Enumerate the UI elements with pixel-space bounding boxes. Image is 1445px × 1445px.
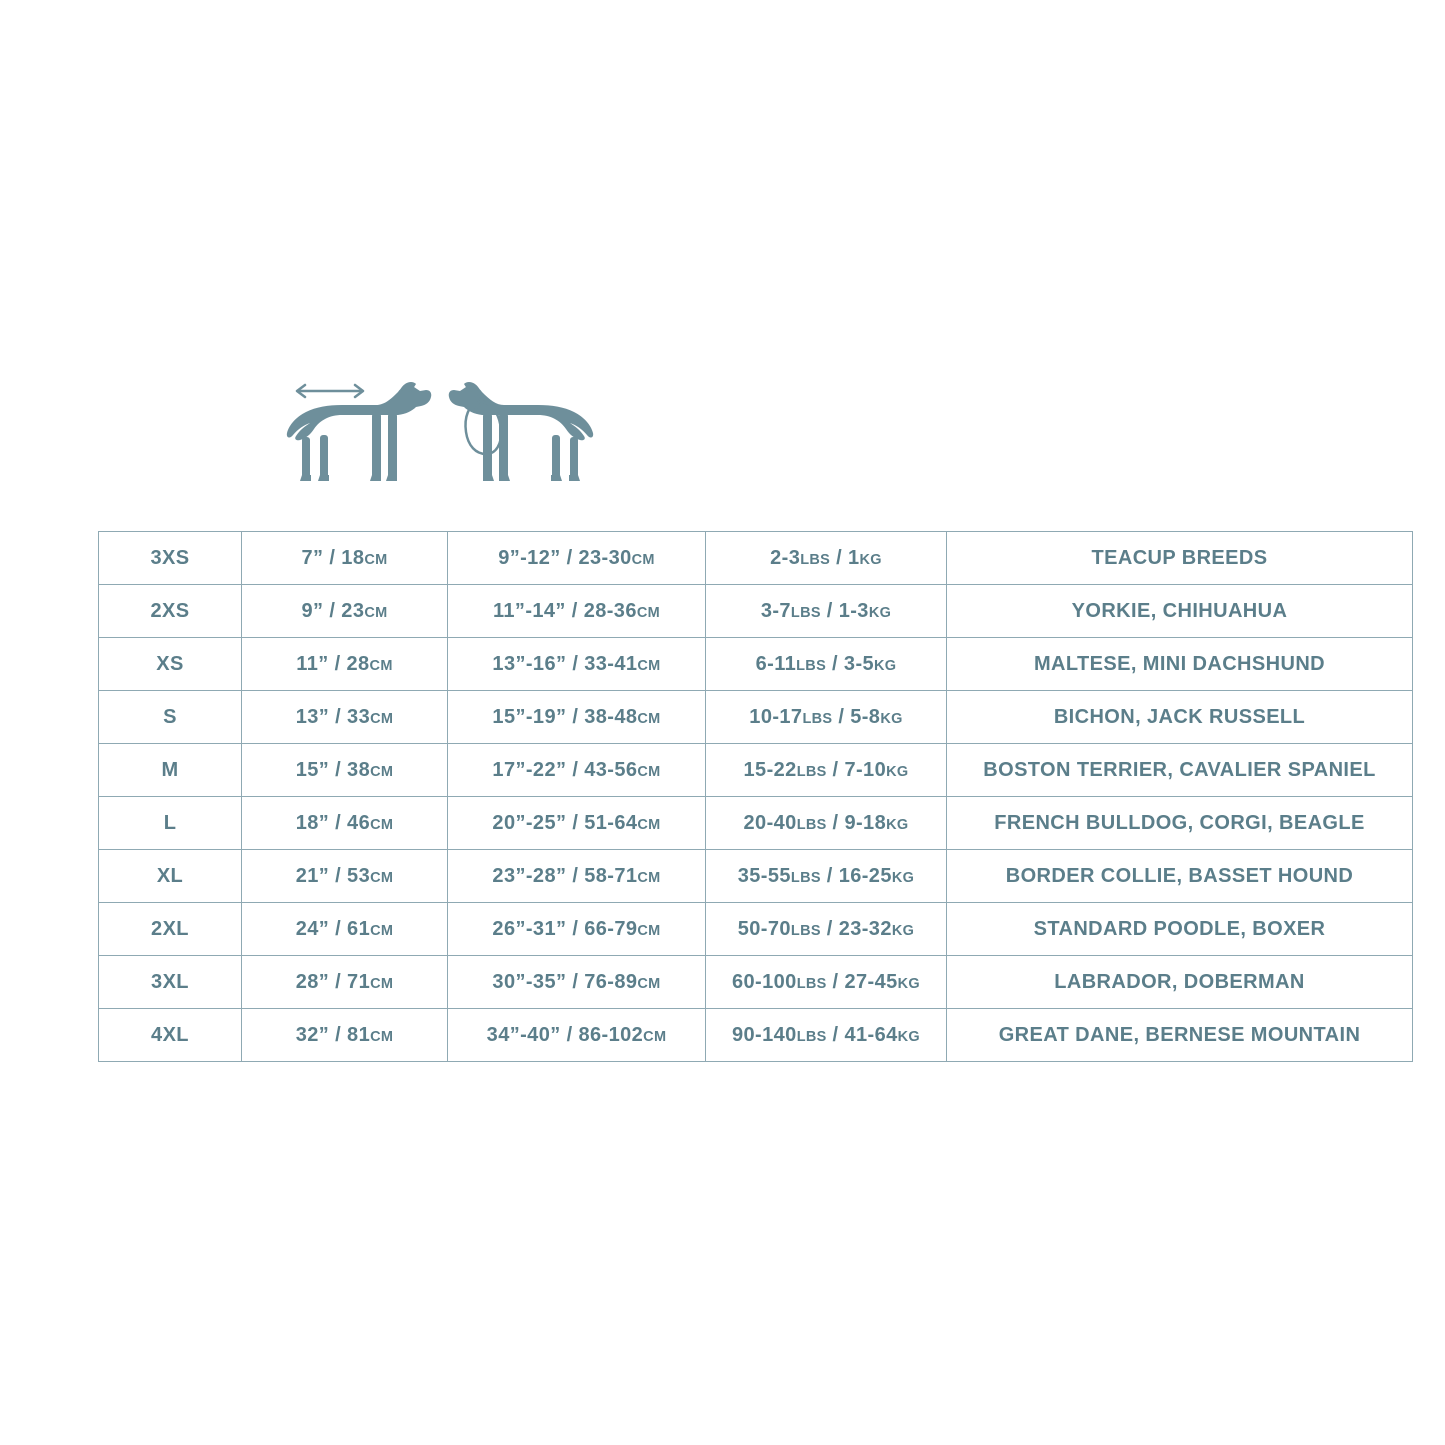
cell-size: 2XS <box>99 585 242 638</box>
cell-neck <box>242 850 448 903</box>
cell-size: 3XS <box>99 532 242 585</box>
cell-size: 3XL <box>99 956 242 1009</box>
weight-unit-lbs: LBS <box>790 604 821 621</box>
weight-unit-kg: KG <box>886 816 909 833</box>
cell-size: 4XL <box>99 1009 242 1062</box>
weight-unit-lbs: LBS <box>796 763 827 780</box>
cell-weight <box>706 1009 947 1062</box>
weight-value: 20-40 <box>743 811 797 834</box>
chest-unit: CM <box>636 604 661 621</box>
cell-breeds: LABRADOR, DOBERMAN <box>947 956 1413 1009</box>
cell-chest <box>448 638 706 691</box>
cell-breeds: GREAT DANE, BERNESE MOUNTAIN <box>947 1009 1413 1062</box>
cell-weight <box>706 744 947 797</box>
weight-unit-lbs: LBS <box>800 551 831 568</box>
weight-unit-lbs: LBS <box>796 975 827 992</box>
weight-unit-kg: KG <box>880 710 903 727</box>
dog-silhouette-left <box>287 382 431 481</box>
weight-unit-kg: KG <box>897 975 920 992</box>
cell-weight <box>706 903 947 956</box>
weight-value: 90-140 <box>732 1023 797 1046</box>
neck-value: 13” / 33 <box>295 705 371 728</box>
weight-value: 35-55 <box>737 864 791 887</box>
weight-unit-lbs: LBS <box>790 869 821 886</box>
weight-value: 60-100 <box>732 970 797 993</box>
neck-unit: CM <box>370 710 394 727</box>
table-row <box>99 744 1413 797</box>
weight-value: 15-22 <box>743 758 797 781</box>
cell-chest <box>448 744 706 797</box>
chest-value: 9”-12” / 23-30 <box>498 546 632 569</box>
table-row <box>99 585 1413 638</box>
cell-weight <box>706 691 947 744</box>
cell-chest <box>448 850 706 903</box>
size-chart-body <box>99 532 1413 1062</box>
table-row <box>99 903 1413 956</box>
cell-size: L <box>99 797 242 850</box>
dog-measurement-illustration <box>280 380 600 505</box>
cell-neck <box>242 744 448 797</box>
weight-value: 3-7 <box>760 599 791 622</box>
neck-value: 15” / 38 <box>295 758 371 781</box>
cell-neck <box>242 691 448 744</box>
cell-breeds: BORDER COLLIE, BASSET HOUND <box>947 850 1413 903</box>
size-chart-table <box>98 531 1413 1062</box>
weight-sep: / 1-3 <box>820 599 869 622</box>
cell-chest <box>448 691 706 744</box>
weight-unit-kg: KG <box>886 763 909 780</box>
cell-neck <box>242 1009 448 1062</box>
cell-breeds: BICHON, JACK RUSSELL <box>947 691 1413 744</box>
table-row <box>99 850 1413 903</box>
cell-weight <box>706 850 947 903</box>
chest-value: 26”-31” / 66-79 <box>492 917 638 940</box>
cell-neck <box>242 638 448 691</box>
cell-neck <box>242 585 448 638</box>
weight-unit-lbs: LBS <box>796 1028 827 1045</box>
table-row <box>99 691 1413 744</box>
dog-silhouette-right <box>449 382 593 481</box>
weight-sep: / 16-25 <box>820 864 892 887</box>
cell-size: XL <box>99 850 242 903</box>
chest-value: 30”-35” / 76-89 <box>492 970 638 993</box>
weight-unit-lbs: LBS <box>802 710 833 727</box>
chest-unit: CM <box>637 922 661 939</box>
chest-unit: CM <box>637 710 661 727</box>
weight-unit-kg: KG <box>897 1028 920 1045</box>
weight-unit-kg: KG <box>859 551 882 568</box>
neck-unit: CM <box>370 975 394 992</box>
weight-unit-lbs: LBS <box>790 922 821 939</box>
cell-weight <box>706 797 947 850</box>
weight-value: 2-3 <box>770 546 801 569</box>
cell-chest <box>448 956 706 1009</box>
cell-chest <box>448 903 706 956</box>
chest-unit: CM <box>637 657 661 674</box>
chest-unit: CM <box>637 869 661 886</box>
weight-sep: / 41-64 <box>826 1023 898 1046</box>
chest-unit: CM <box>637 763 661 780</box>
cell-size: XS <box>99 638 242 691</box>
chest-value: 13”-16” / 33-41 <box>492 652 638 675</box>
cell-chest <box>448 585 706 638</box>
chest-unit: CM <box>637 816 661 833</box>
neck-value: 32” / 81 <box>295 1023 371 1046</box>
neck-unit: CM <box>370 869 394 886</box>
cell-neck <box>242 903 448 956</box>
table-row <box>99 797 1413 850</box>
chest-value: 17”-22” / 43-56 <box>492 758 638 781</box>
table-row <box>99 1009 1413 1062</box>
weight-sep: / 7-10 <box>826 758 887 781</box>
chest-unit: CM <box>631 551 655 568</box>
weight-unit-lbs: LBS <box>796 657 827 674</box>
cell-breeds: STANDARD POODLE, BOXER <box>947 903 1413 956</box>
neck-unit: CM <box>370 1028 394 1045</box>
cell-size: M <box>99 744 242 797</box>
weight-sep: / 5-8 <box>832 705 881 728</box>
weight-sep: / 3-5 <box>826 652 875 675</box>
table-row <box>99 638 1413 691</box>
cell-chest <box>448 532 706 585</box>
neck-unit: CM <box>370 922 394 939</box>
chest-value: 34”-40” / 86-102 <box>486 1023 644 1046</box>
cell-weight <box>706 585 947 638</box>
weight-unit-kg: KG <box>868 604 892 621</box>
neck-unit: CM <box>364 551 388 568</box>
weight-sep: / 1 <box>830 546 860 569</box>
cell-breeds: BOSTON TERRIER, CAVALIER SPANIEL <box>947 744 1413 797</box>
weight-sep: / 23-32 <box>820 917 892 940</box>
table-row <box>99 956 1413 1009</box>
neck-measure-arrow-icon <box>297 385 363 397</box>
weight-sep: / 27-45 <box>826 970 898 993</box>
cell-breeds: TEACUP BREEDS <box>947 532 1413 585</box>
cell-breeds: MALTESE, MINI DACHSHUND <box>947 638 1413 691</box>
cell-weight <box>706 532 947 585</box>
cell-neck <box>242 956 448 1009</box>
neck-unit: CM <box>369 657 393 674</box>
chest-unit: CM <box>643 1028 667 1045</box>
chest-unit: CM <box>637 975 661 992</box>
cell-breeds: FRENCH BULLDOG, CORGI, BEAGLE <box>947 797 1413 850</box>
cell-chest <box>448 1009 706 1062</box>
cell-chest <box>448 797 706 850</box>
weight-sep: / 9-18 <box>826 811 887 834</box>
neck-unit: CM <box>364 604 388 621</box>
neck-value: 18” / 46 <box>295 811 371 834</box>
cell-neck <box>242 797 448 850</box>
weight-value: 10-17 <box>749 705 803 728</box>
cell-weight <box>706 956 947 1009</box>
chest-value: 11”-14” / 28-36 <box>492 599 637 622</box>
chest-value: 23”-28” / 58-71 <box>492 864 638 887</box>
neck-value: 28” / 71 <box>295 970 371 993</box>
weight-unit-kg: KG <box>874 657 897 674</box>
weight-value: 6-11 <box>755 652 797 675</box>
neck-value: 9” / 23 <box>301 599 365 622</box>
cell-weight <box>706 638 947 691</box>
neck-unit: CM <box>370 763 394 780</box>
cell-neck <box>242 532 448 585</box>
cell-breeds: YORKIE, CHIHUAHUA <box>947 585 1413 638</box>
neck-value: 24” / 61 <box>295 917 371 940</box>
neck-value: 11” / 28 <box>296 652 370 675</box>
cell-size: S <box>99 691 242 744</box>
cell-size: 2XL <box>99 903 242 956</box>
neck-value: 7” / 18 <box>301 546 365 569</box>
table-row <box>99 532 1413 585</box>
neck-unit: CM <box>370 816 394 833</box>
neck-value: 21” / 53 <box>295 864 371 887</box>
chest-value: 15”-19” / 38-48 <box>492 705 638 728</box>
weight-unit-lbs: LBS <box>796 816 827 833</box>
weight-value: 50-70 <box>737 917 791 940</box>
weight-unit-kg: KG <box>891 869 915 886</box>
chest-value: 20”-25” / 51-64 <box>492 811 638 834</box>
weight-unit-kg: KG <box>891 922 915 939</box>
